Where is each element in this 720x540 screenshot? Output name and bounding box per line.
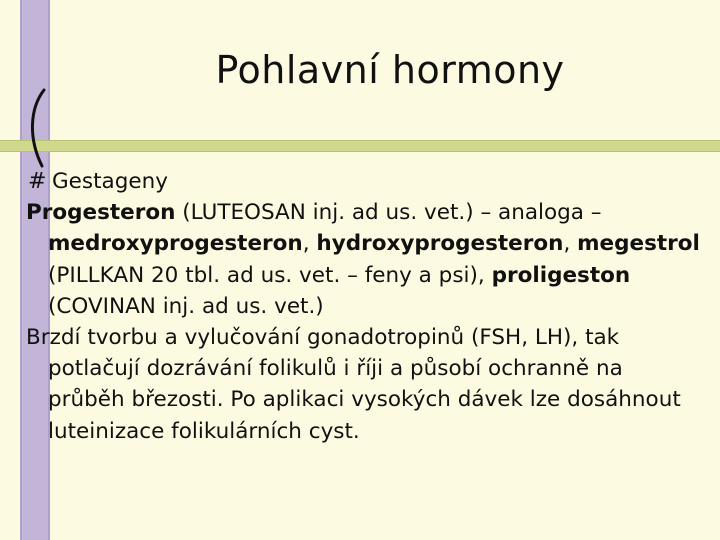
separator-text: , [563, 231, 578, 257]
drug-name: medroxyprogesteron [48, 231, 303, 257]
decorative-horizontal-rule [0, 140, 720, 152]
drug-name: proligeston [491, 262, 631, 288]
bracket-icon [22, 88, 58, 168]
drug-name: Progesteron [26, 200, 176, 226]
paragraph-text: (LUTEOSAN inj. ad us. vet.) – analoga – [175, 200, 602, 226]
separator-text: , [302, 231, 317, 257]
paragraph-effects: Brzdí tvorbu a vylučování gonadotropinů (FSH, LH), tak potlačují dozrávání folikulů i říji a působí ochranně na průběh březosti. Po aplikaci vysokých dávek lze dosáhnout luteinizace folikulárních cyst. [26, 325, 681, 444]
paragraph-text: (PILLKAN 20 tbl. ad us. vet. – feny a psi), [48, 262, 492, 288]
drug-name: hydroxyprogesteron [316, 231, 564, 257]
paragraph-text: (COVINAN inj. ad us. vet.) [48, 293, 324, 319]
slide-content [26, 166, 706, 447]
bullet-text: Gestageny [52, 169, 168, 194]
paragraph-progesteron [26, 197, 706, 322]
bullet-item [26, 166, 706, 197]
drug-name: megestrol [577, 231, 700, 257]
slide-title: Pohlavní hormony [215, 48, 565, 92]
hash-icon: # [28, 169, 47, 194]
